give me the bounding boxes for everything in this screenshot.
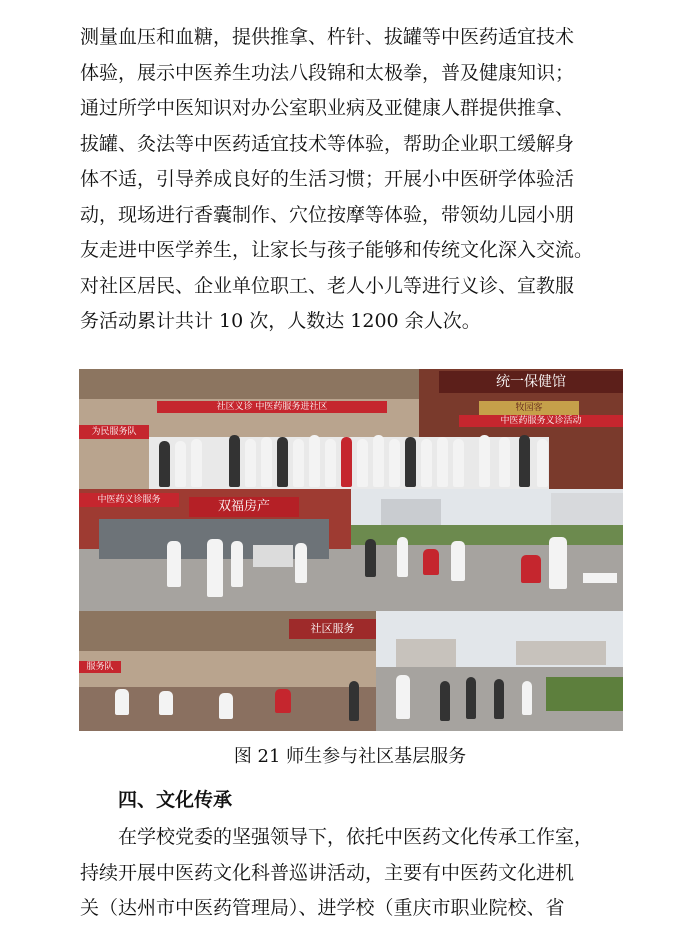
photo-panel-storefront <box>79 489 351 611</box>
photo-panel-street <box>351 489 623 611</box>
paragraph-line: 拔罐、灸法等中医药适宜技术等体验，帮助企业职工缓解身 <box>80 132 575 155</box>
sign-top-right-1: 统一保健馆 <box>439 371 623 393</box>
sign-top-right-2: 牧园客 <box>479 401 579 415</box>
photo-collage <box>79 369 623 731</box>
paragraph-1 <box>80 20 640 340</box>
paragraph-line: 通过所学中医知识对办公室职业病及亚健康人群提供推拿、 <box>80 97 575 119</box>
photo-panel-square <box>376 611 623 731</box>
section-heading: 四、文化传承 <box>118 789 233 811</box>
sign-bottom-mid: 社区服务 <box>289 619 376 639</box>
paragraph-line: 测量血压和血糖，提供推拿、杵针、拔罐等中医药适宜技术 <box>80 26 575 48</box>
sign-top-left: 为民服务队 <box>79 425 149 439</box>
paragraph-line: 务活动累计共计 10 次，人数达 1200 余人次。 <box>80 310 481 332</box>
sign-mid-store: 双福房产 <box>189 497 299 517</box>
sign-mid-left: 中医药义诊服务 <box>79 493 179 507</box>
paragraph-line: 体验，展示中医养生功法八段锦和太极拳，普及健康知识； <box>80 61 575 84</box>
figure-caption: 图 21 师生参与社区基层服务 <box>233 746 467 767</box>
sign-top-banner: 社区义诊 中医药服务进社区 <box>157 401 387 413</box>
paragraph-line: 在学校党委的坚强领导下，依托中医药文化传承工作室， <box>118 826 594 848</box>
paragraph-2 <box>80 820 640 927</box>
paragraph-line: 持续开展中医药文化科普巡讲活动，主要有中医药文化进机 <box>80 861 575 884</box>
sign-top-right-3: 中医药服务义诊活动 <box>459 415 623 427</box>
paragraph-line: 体不适，引导养成良好的生活习惯；开展小中医研学体验活 <box>80 168 575 190</box>
sign-bottom-left: 服务队 <box>79 661 121 673</box>
paragraph-line: 动，现场进行香囊制作、穴位按摩等体验，带领幼儿园小朋 <box>80 203 575 226</box>
photo-panel-tables <box>79 611 376 731</box>
paragraph-line: 友走进中医学养生，让家长与孩子能够和传统文化深入交流。 <box>80 239 594 261</box>
photo-panel-group <box>79 369 623 489</box>
paragraph-line: 对社区居民、企业单位职工、老人小儿等进行义诊、宣教服 <box>80 274 575 297</box>
paragraph-line: 关（达州市中医药管理局）、进学校（重庆市职业院校、省 <box>80 897 565 919</box>
